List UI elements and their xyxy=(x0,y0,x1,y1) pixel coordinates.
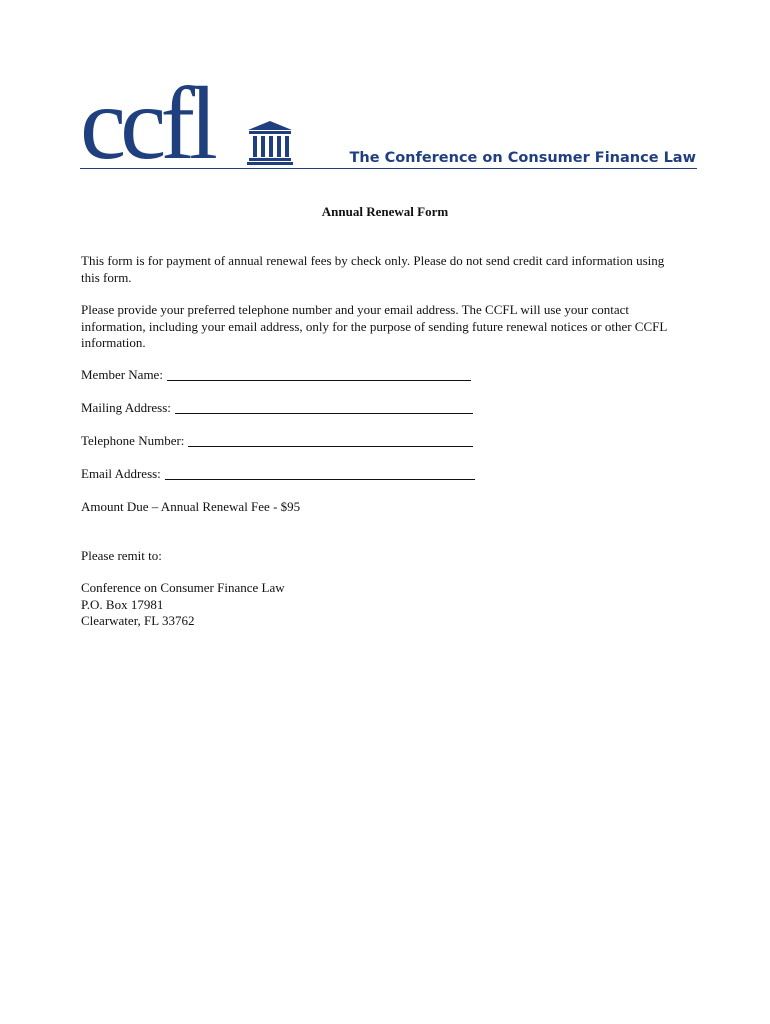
intro-paragraph: This form is for payment of annual renewal fees by check only. Please do not send credit card information using this form. xyxy=(81,253,665,285)
member-name-label: Member Name: xyxy=(81,367,163,382)
member-name-line[interactable] xyxy=(167,368,471,381)
telephone-number-field xyxy=(81,433,473,449)
ccfl-logo-text: ccfl xyxy=(80,66,212,181)
telephone-number-label: Telephone Number: xyxy=(81,433,185,448)
address-line-3: Clearwater, FL 33762 xyxy=(81,613,195,628)
remit-label: Please remit to: xyxy=(81,548,162,563)
address-line-1: Conference on Consumer Finance Law xyxy=(81,580,285,595)
member-name-field xyxy=(81,367,471,383)
address-line-2: P.O. Box 17981 xyxy=(81,596,164,612)
form-title: Annual Renewal Form xyxy=(321,204,449,219)
mailing-address-field xyxy=(81,400,473,416)
email-address-field xyxy=(81,466,475,482)
mailing-address-line[interactable] xyxy=(175,401,473,414)
mailing-address-block xyxy=(81,580,285,630)
mailing-address-label: Mailing Address: xyxy=(81,400,171,415)
organization-name: The Conference on Consumer Finance Law xyxy=(349,150,696,166)
contact-paragraph: Please provide your preferred telephone number and your email address. The CCFL will use your contact information, including your email address, only for the purpose of sending future renewal notices or other CCFL information. xyxy=(81,302,667,350)
amount-due: Amount Due – Annual Renewal Fee - $95 xyxy=(81,499,301,514)
email-address-line[interactable] xyxy=(165,467,475,480)
telephone-number-line[interactable] xyxy=(188,434,473,447)
header-divider xyxy=(80,168,697,169)
email-address-label: Email Address: xyxy=(81,466,161,481)
courthouse-icon xyxy=(246,121,294,165)
